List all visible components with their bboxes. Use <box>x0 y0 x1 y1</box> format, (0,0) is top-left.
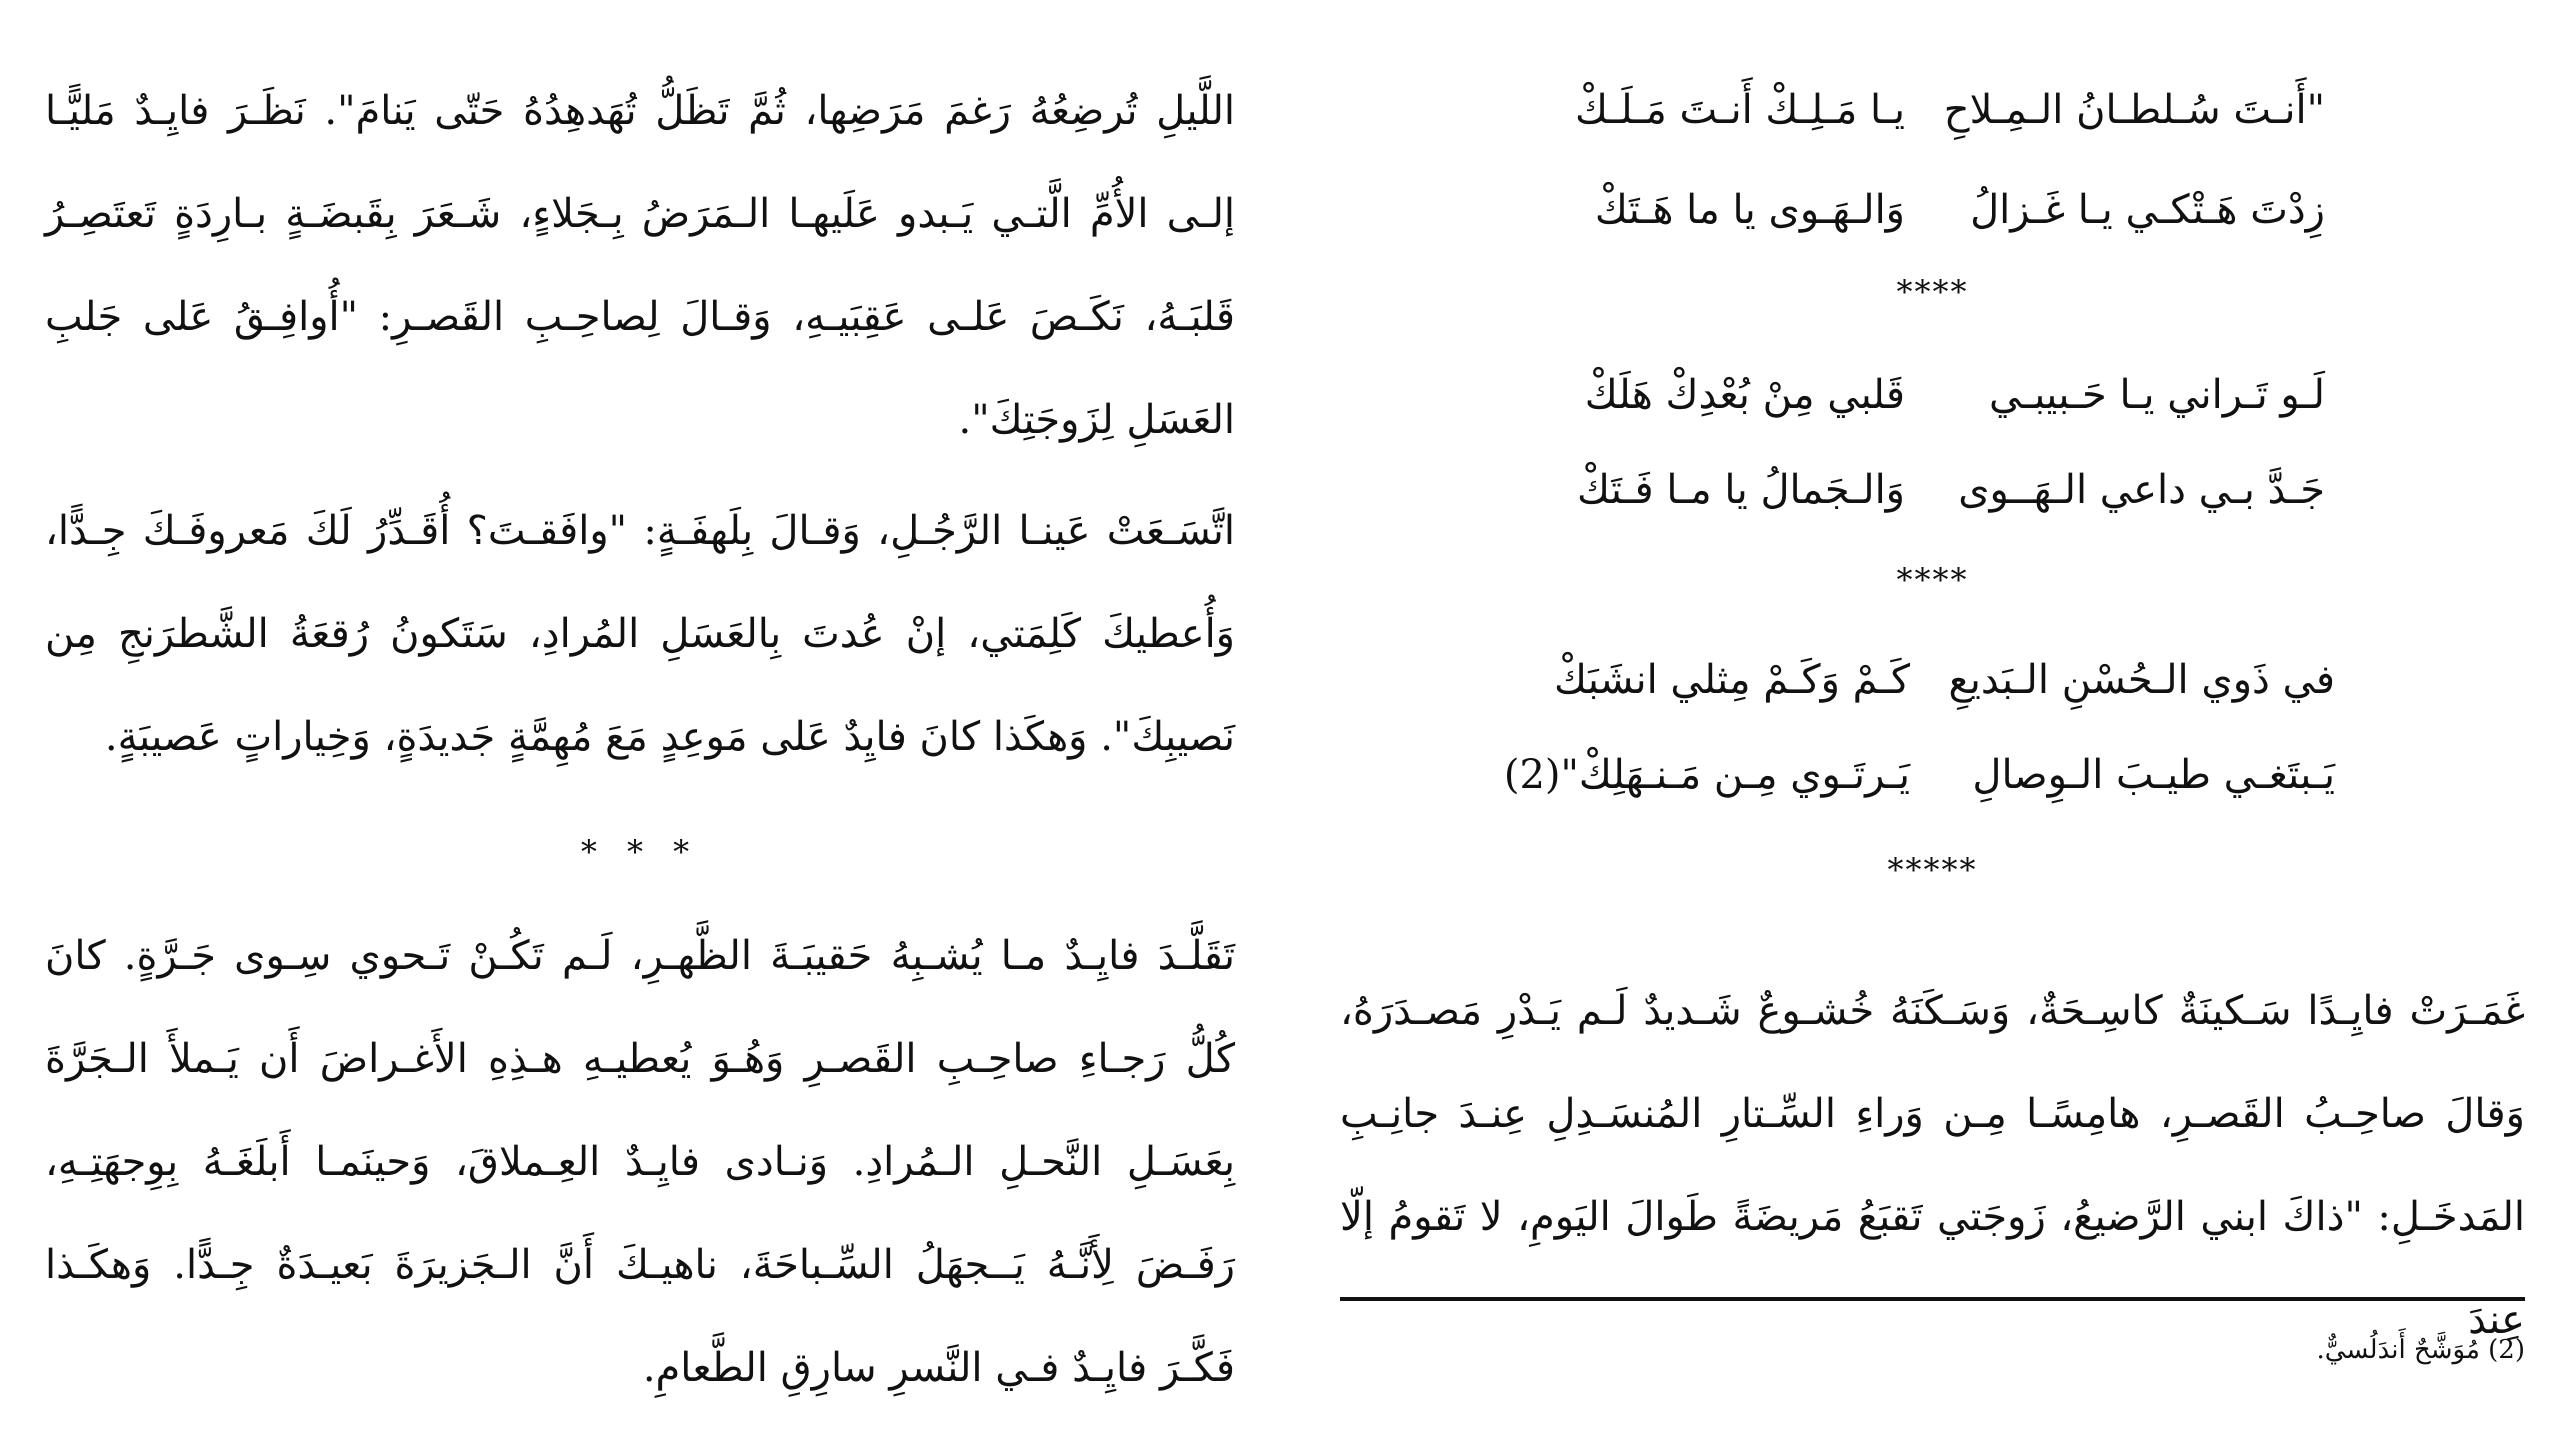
poem-hemistich: زِدْتَ هَـتْكـي يـا غَـزالُ <box>1970 187 2325 233</box>
footnote-divider <box>1340 1297 2525 1301</box>
poem-hemistich: قَلبي مِنْ بُعْدِكْ هَلَكْ <box>1584 372 1905 418</box>
body-paragraph: غَمَـرَتْ فايِـدًا سَـكينَةٌ كاسِـحَةٌ، وَسَـكَنَهُ خُشـوعٌ شَـديدٌ لَـم يَـدْرِ مَصـدَرَهُ، وَقالَ صاحِـبُ القَصـرِ، هامِسًـا مِـن وَراءِ السِّـتارِ المُنسَـدِلِ عِنـدَ جانِـبِ المَدخَـلِ: "ذاكَ ابني الرَّضيعُ، زَوجَتي تَقبَعُ مَريضَةً طَوالَ اليَومِ، لا تَقومُ إلّا عِندَ <box>1340 988 2525 1343</box>
stanza-separator: **** <box>1896 561 1969 599</box>
poem-hemistich: وَالـهَـوى يا ما هَـتَكْ <box>1594 187 1905 233</box>
poem-verse <box>1340 630 2525 730</box>
poem-hemistich: جَـدَّ بـي داعي الـهَــوى <box>1958 467 2325 513</box>
body-paragraph: اتَّسَـعَتْ عَينـا الرَّجُـلِ، وَقـالَ بِلَهفَـةٍ: "وافَقـتَ؟ أُقَـدِّرُ لَكَ مَعروفَـكَ جِـدًّا، وَأُعطيكَ كَلِمَتي، إنْ عُدتَ بِالعَسَلِ المُرادِ، سَتَكونُ رُقعَةُ الشَّطرَنجِ مِن نَصيبِكَ". وَهكَذا كانَ فايِدٌ عَلى مَوعِدٍ مَعَ مُهِمَّةٍ جَديدَةٍ، وَخِياراتٍ عَصيبَةٍ. <box>45 508 1235 760</box>
poem-verse <box>1340 725 2525 825</box>
poem-verse <box>1340 440 2525 540</box>
body-paragraph: اللَّيلِ تُرضِعُهُ رَغمَ مَرَضِها، ثُمَّ تَظَلُّ تُهَدهِدُهُ حَتّى يَنامَ". نَظَـرَ فايِـدٌ مَليًّـا إلـى الأُمِّ الَّتـي يَـبدو عَلَيهـا الـمَرَضُ بِـجَلاءٍ، شَـعَرَ بِقَبضَـةٍ بـارِدَةٍ تَعتَصِـرُ قَلبَـهُ، نَكَـصَ عَلـى عَقِبَيـهِ، وَقـالَ لِصاحِـبِ القَصـرِ: "أُوافِـقُ عَلى جَلبِ العَسَلِ لِزَوجَتِكَ". <box>45 88 1235 443</box>
poem-hemistich: وَالـجَمالُ يا مـا فَـتَكْ <box>1577 467 1905 513</box>
poem-hemistich: يـا مَـلِـكْ أَنـتَ مَـلَـكْ <box>1574 87 1905 133</box>
poem-verse <box>1340 160 2525 260</box>
poem-hemistich: يَـرتَـوي مِـن مَـنـهَلِكْ"(2) <box>1503 752 1910 798</box>
poem-hemistich: في ذَوي الـحُسْنِ الـبَديعِ <box>1948 657 2335 703</box>
poem-hemistich: يَـبتَغـي طيـبَ الـوِصالِ <box>1972 752 2335 798</box>
stanza-separator: ***** <box>1887 851 1978 889</box>
poem-hemistich: كَـمْ وَكَـمْ مِثلي انشَبَكْ <box>1553 657 1910 703</box>
poem-verse <box>1340 345 2525 445</box>
poem-hemistich: لَـو تَـراني يـا حَـبيبـي <box>1989 372 2325 418</box>
poem-verse <box>1340 60 2525 160</box>
footnote: (2) مُوَشَّحٌ أَندَلُسيٌّ. <box>2316 1335 2525 1365</box>
stanza-separator: **** <box>1896 273 1969 311</box>
body-paragraph: تَقَلَّـدَ فايِـدٌ مـا يُشـبِهُ حَقيبَـةَ الظَّهـرِ، لَـم تَكُـنْ تَـحوي سِـوى جَـرَّةٍ. كانَ كُلُّ رَجـاءِ صاحِـبِ القَصـرِ وَهُـوَ يُعطيـهِ هـذِهِ الأَغـراضَ أَن يَـملأَ الـجَرَّةَ بِعَسَـلِ النَّحـلِ الـمُرادِ. وَنـادى فايِـدٌ العِـملاقَ، وَحينَمـا أَبلَغَـهُ بِوِجهَتِـهِ، رَفَـضَ لِأَنَّـهُ يَــجهَلُ السِّـباحَةَ، ناهيـكَ أَنَّ الـجَزيرَةَ بَعيـدَةٌ جِـدًّا. وَهكَـذا فَكَّـرَ فايِـدٌ فـي النَّسرِ سارِقِ الطَّعامِ. <box>45 933 1236 1391</box>
section-separator: * * * <box>580 833 700 871</box>
poem-hemistich: "أَنـتَ سُـلطـانُ الـمِـلاحِ <box>1943 87 2325 133</box>
